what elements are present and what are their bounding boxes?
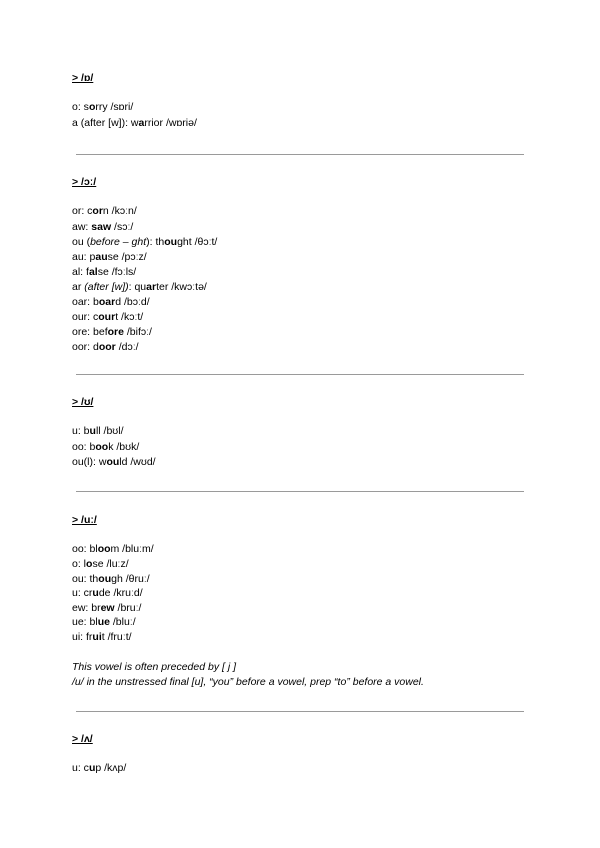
example-line: o: sorry /sɒri/ — [72, 101, 134, 113]
example-line: o: lose /luːz/ — [72, 558, 129, 570]
section-divider — [76, 154, 524, 155]
example-line: u: crude /kruːd/ — [72, 587, 143, 599]
example-line: ui: fruit /fruːt/ — [72, 631, 132, 643]
note-line: /u/ in the unstressed final [u], “you” before a vowel, prep “to” before a vowel. — [72, 676, 424, 688]
example-line: or: corn /kɔːn/ — [72, 205, 137, 217]
example-line: ou (before – ght): thought /θɔːt/ — [72, 236, 218, 248]
example-line: ou: though /θruː/ — [72, 573, 150, 585]
example-line: oo: book /bʊk/ — [72, 441, 140, 453]
example-line: oor: door /dɔː/ — [72, 341, 139, 353]
section-divider — [76, 711, 524, 712]
example-line: u: bull /bʊl/ — [72, 425, 124, 437]
example-line: ore: before /bifɔː/ — [72, 326, 152, 338]
example-line: ou(l): would /wʊd/ — [72, 456, 156, 468]
note-line: This vowel is often preceded by [ j ] — [72, 661, 236, 673]
example-line: aw: saw /sɔː/ — [72, 221, 134, 233]
example-line: oar: board /bɔːd/ — [72, 296, 150, 308]
section-heading-wedge: > /ʌ/ — [72, 733, 93, 745]
example-line: u: cup /kʌp/ — [72, 762, 127, 774]
section-heading-short-o: > /ɒ/ — [72, 72, 94, 84]
example-line: ew: brew /bruː/ — [72, 602, 142, 614]
section-divider — [76, 374, 524, 375]
section-divider — [76, 491, 524, 492]
example-line: our: court /kɔːt/ — [72, 311, 144, 323]
example-line: al: false /fɔːls/ — [72, 266, 137, 278]
example-line: ar (after [w]): quarter /kwɔːtə/ — [72, 281, 207, 293]
example-line: a (after [w]): warrior /wɒriə/ — [72, 117, 197, 129]
section-heading-short-u: > /ʊ/ — [72, 396, 94, 408]
example-line: au: pause /pɔːz/ — [72, 251, 147, 263]
example-line: oo: bloom /bluːm/ — [72, 543, 154, 555]
section-heading-long-u: > /uː/ — [72, 514, 97, 526]
example-line: ue: blue /bluː/ — [72, 616, 136, 628]
section-heading-long-o: > /ɔː/ — [72, 176, 97, 188]
